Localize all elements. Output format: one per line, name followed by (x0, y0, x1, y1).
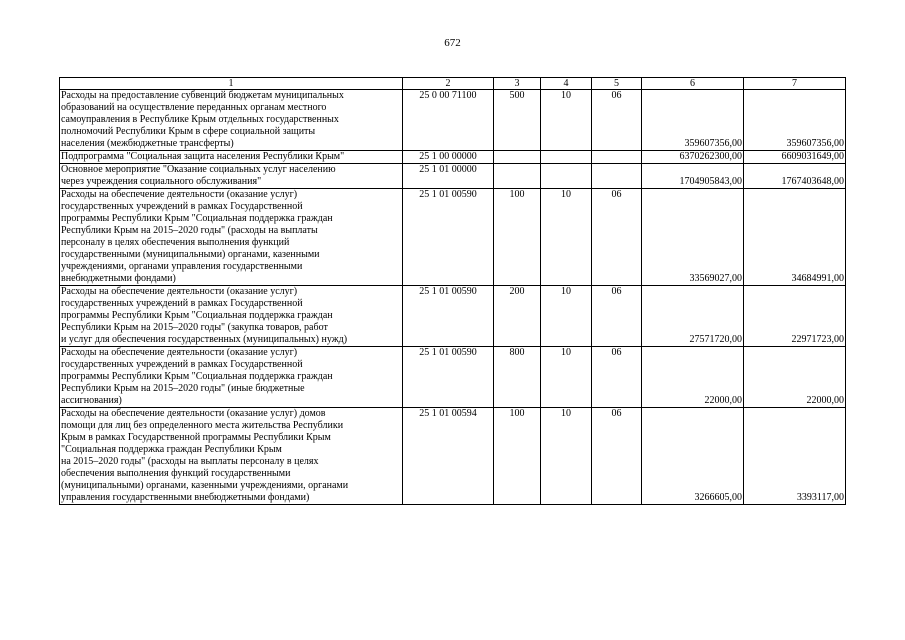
subsection-code (592, 164, 642, 189)
budget-table (59, 77, 846, 505)
table-row (60, 408, 846, 505)
target-code: 25 1 01 00594 (403, 408, 494, 505)
column-header: 2 (403, 78, 494, 90)
amount-year-2: 34684991,00 (744, 189, 846, 286)
table-row (60, 164, 846, 189)
amount-year-2: 22000,00 (744, 347, 846, 408)
section-code: 10 (541, 90, 592, 151)
section-code: 10 (541, 189, 592, 286)
page-number: 672 (444, 37, 461, 49)
subsection-code: 06 (592, 408, 642, 505)
column-header: 7 (744, 78, 846, 90)
column-header: 3 (494, 78, 541, 90)
column-header: 5 (592, 78, 642, 90)
expense-type: 100 (494, 408, 541, 505)
row-description: Расходы на обеспечение деятельности (оказание услуг) домов помощи для лиц без определенного места жительства Республики Крым в рамках Государственной программы Республики Крым "Социальная поддержка граждан Республики Крым на 2015–2020 годы" (расходы на выплаты персоналу в целях обеспечения выполнения функций государственными (муниципальными) органами, казенными учреждениями, органами управления государственными внебюджетными фондами) (60, 408, 403, 505)
table-row (60, 286, 846, 347)
amount-year-1: 6370262300,00 (642, 151, 744, 164)
subsection-code: 06 (592, 347, 642, 408)
column-header: 1 (60, 78, 403, 90)
table-row (60, 90, 846, 151)
table-row (60, 347, 846, 408)
section-code: 10 (541, 347, 592, 408)
expense-type: 100 (494, 189, 541, 286)
expense-type (494, 164, 541, 189)
section-code: 10 (541, 286, 592, 347)
header-row (60, 78, 846, 90)
subsection-code (592, 151, 642, 164)
row-description: Расходы на обеспечение деятельности (оказание услуг) государственных учреждений в рамках Государственной программы Республики Крым "Социальная поддержка граждан Республики Крым на 2015–2020 годы" (иные бюджетные ассигнования) (60, 347, 403, 408)
amount-year-2: 3393117,00 (744, 408, 846, 505)
target-code: 25 1 01 00000 (403, 164, 494, 189)
section-code (541, 164, 592, 189)
row-description: Основное мероприятие "Оказание социальных услуг населению через учреждения социального обслуживания" (60, 164, 403, 189)
column-header: 4 (541, 78, 592, 90)
target-code: 25 1 01 00590 (403, 189, 494, 286)
subsection-code: 06 (592, 189, 642, 286)
amount-year-2: 1767403648,00 (744, 164, 846, 189)
amount-year-1: 33569027,00 (642, 189, 744, 286)
amount-year-1: 27571720,00 (642, 286, 744, 347)
amount-year-1: 1704905843,00 (642, 164, 744, 189)
expense-type (494, 151, 541, 164)
table-row (60, 151, 846, 164)
target-code: 25 1 00 00000 (403, 151, 494, 164)
target-code: 25 0 00 71100 (403, 90, 494, 151)
expense-type: 500 (494, 90, 541, 151)
amount-year-1: 22000,00 (642, 347, 744, 408)
subsection-code: 06 (592, 90, 642, 151)
expense-type: 800 (494, 347, 541, 408)
section-code (541, 151, 592, 164)
expense-type: 200 (494, 286, 541, 347)
row-description: Расходы на предоставление субвенций бюджетам муниципальных образований на осуществление переданных органам местного самоуправления в Республике Крым отдельных государственных полномочий Республики Крым в сфере социальной защиты населения (межбюджетные трансферты) (60, 90, 403, 151)
row-description: Расходы на обеспечение деятельности (оказание услуг) государственных учреждений в рамках Государственной программы Республики Крым "Социальная поддержка граждан Республики Крым на 2015–2020 годы" (закупка товаров, работ и услуг для обеспечения государственных (муниципальных) нужд) (60, 286, 403, 347)
target-code: 25 1 01 00590 (403, 347, 494, 408)
amount-year-1: 3266605,00 (642, 408, 744, 505)
row-description: Расходы на обеспечение деятельности (оказание услуг) государственных учреждений в рамках Государственной программы Республики Крым "Социальная поддержка граждан Республики Крым на 2015–2020 годы" (расходы на выплаты персоналу в целях обеспечения выполнения функций государственными (муниципальными) органами, казенными учреждениями, органами управления государственными внебюджетными фондами) (60, 189, 403, 286)
subsection-code: 06 (592, 286, 642, 347)
amount-year-2: 359607356,00 (744, 90, 846, 151)
amount-year-2: 6609031649,00 (744, 151, 846, 164)
column-header: 6 (642, 78, 744, 90)
target-code: 25 1 01 00590 (403, 286, 494, 347)
row-description: Подпрограмма "Социальная защита населения Республики Крым" (60, 151, 403, 164)
section-code: 10 (541, 408, 592, 505)
table-row (60, 189, 846, 286)
amount-year-1: 359607356,00 (642, 90, 744, 151)
amount-year-2: 22971723,00 (744, 286, 846, 347)
